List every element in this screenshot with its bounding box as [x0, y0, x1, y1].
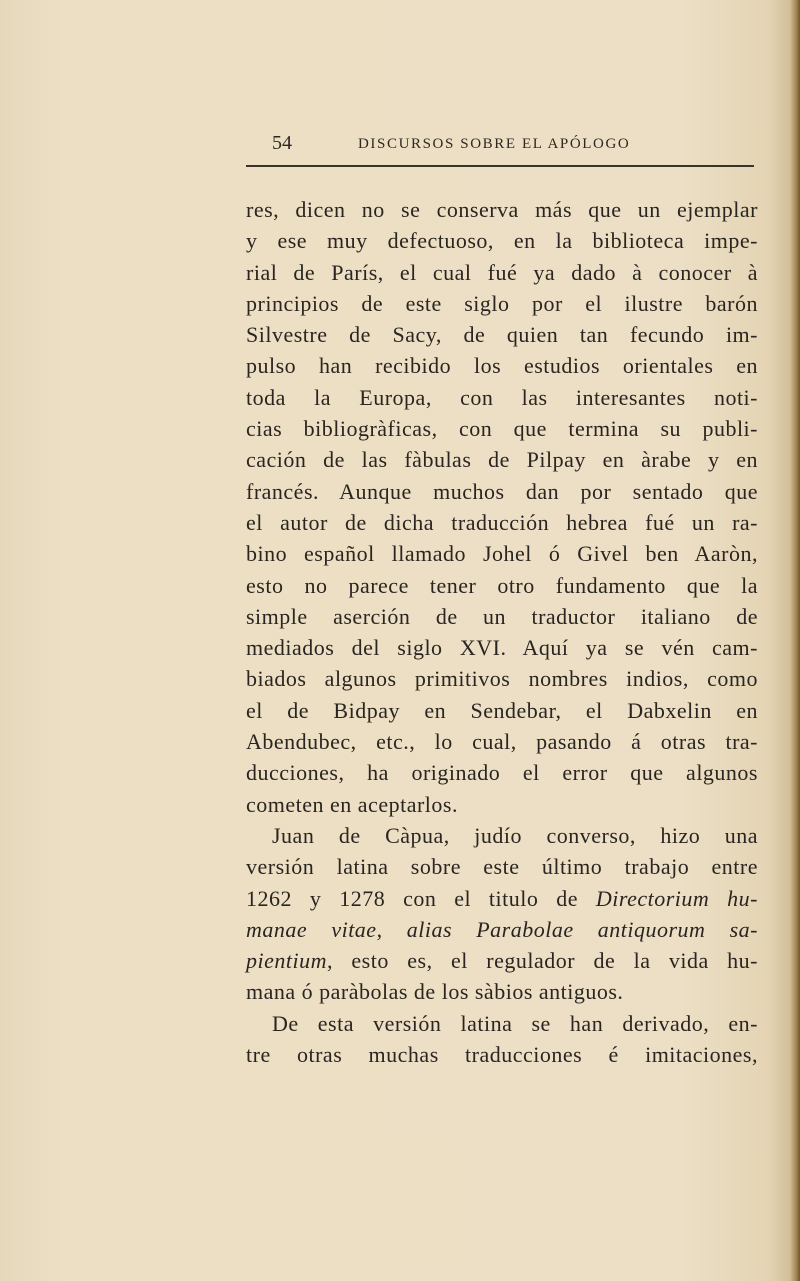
running-head: DISCURSOS SOBRE EL APÓLOGO — [358, 136, 631, 152]
text-line: cias bibliogràficas, con que termina su publi- — [246, 416, 758, 442]
italic-term: alias — [406, 916, 453, 942]
text-line: principios de este siglo por el ilustre barón — [246, 290, 758, 316]
text-line: simple aserción de un traductor italiano de — [246, 603, 758, 629]
text-run: , esto es, el regulador de la vida hu- — [327, 948, 758, 974]
header-rule — [246, 165, 754, 167]
text-line — [246, 914, 758, 945]
italic-title: pientium — [246, 948, 327, 974]
text-line: el de Bidpay en Sendebar, el Dabxelin en — [246, 697, 758, 723]
text-line: ducciones, ha originado el error que algunos — [246, 760, 758, 786]
italic-title: Parabolae antiquorum sa- — [476, 916, 758, 942]
italic-title: manae vitae — [246, 916, 377, 942]
text-run: , — [376, 916, 407, 942]
text-line: cometen en aceptarlos. — [246, 791, 458, 817]
text-line — [246, 883, 758, 914]
text-line: esto no parece tener otro fundamento que la — [246, 572, 758, 598]
text-line: mediados del siglo XVI. Aquí ya se vén cam- — [246, 635, 758, 661]
text-line: y ese muy defectuoso, en la biblioteca impe- — [246, 228, 758, 254]
text-line: rial de París, el cual fué ya dado à conocer à — [246, 259, 758, 285]
text-line: francés. Aunque muchos dan por sentado que — [246, 478, 758, 504]
text-line: el autor de dicha traducción hebrea fué un ra- — [246, 509, 758, 535]
text-line: cación de las fàbulas de Pilpay en àrabe y en — [246, 447, 758, 473]
text-line: tre otras muchas traducciones é imitaciones, — [246, 1042, 758, 1068]
text-line: Abendubec, etc., lo cual, pasando á otras tra- — [246, 729, 758, 755]
text-line: bino español llamado Johel ó Givel ben Aaròn, — [246, 541, 758, 567]
page-header — [246, 132, 754, 158]
italic-title: Directorium hu- — [595, 885, 758, 911]
text-line — [246, 945, 758, 976]
text-run: 1262 y 1278 con el titulo de — [246, 885, 596, 911]
text-line: res, dicen no se conserva más que un ejemplar — [246, 197, 758, 222]
body-text — [246, 194, 758, 1070]
text-line: biados algunos primitivos nombres indios, como — [246, 666, 758, 692]
page-edge-shadow — [790, 0, 800, 1281]
text-line: De esta versión latina se han derivado, en- — [272, 1010, 758, 1036]
text-run — [452, 917, 476, 942]
text-line: mana ó paràbolas de los sàbios antiguos. — [246, 979, 624, 1005]
text-line: pulso han recibido los estudios orientales en — [246, 353, 758, 379]
text-line: toda la Europa, con las interesantes noti- — [246, 384, 758, 410]
page-number: 54 — [272, 132, 292, 154]
text-line: Juan de Càpua, judío converso, hizo una — [272, 822, 758, 848]
text-line: versión latina sobre este último trabajo entre — [246, 854, 758, 880]
text-line: Silvestre de Sacy, de quien tan fecundo im- — [246, 322, 758, 348]
